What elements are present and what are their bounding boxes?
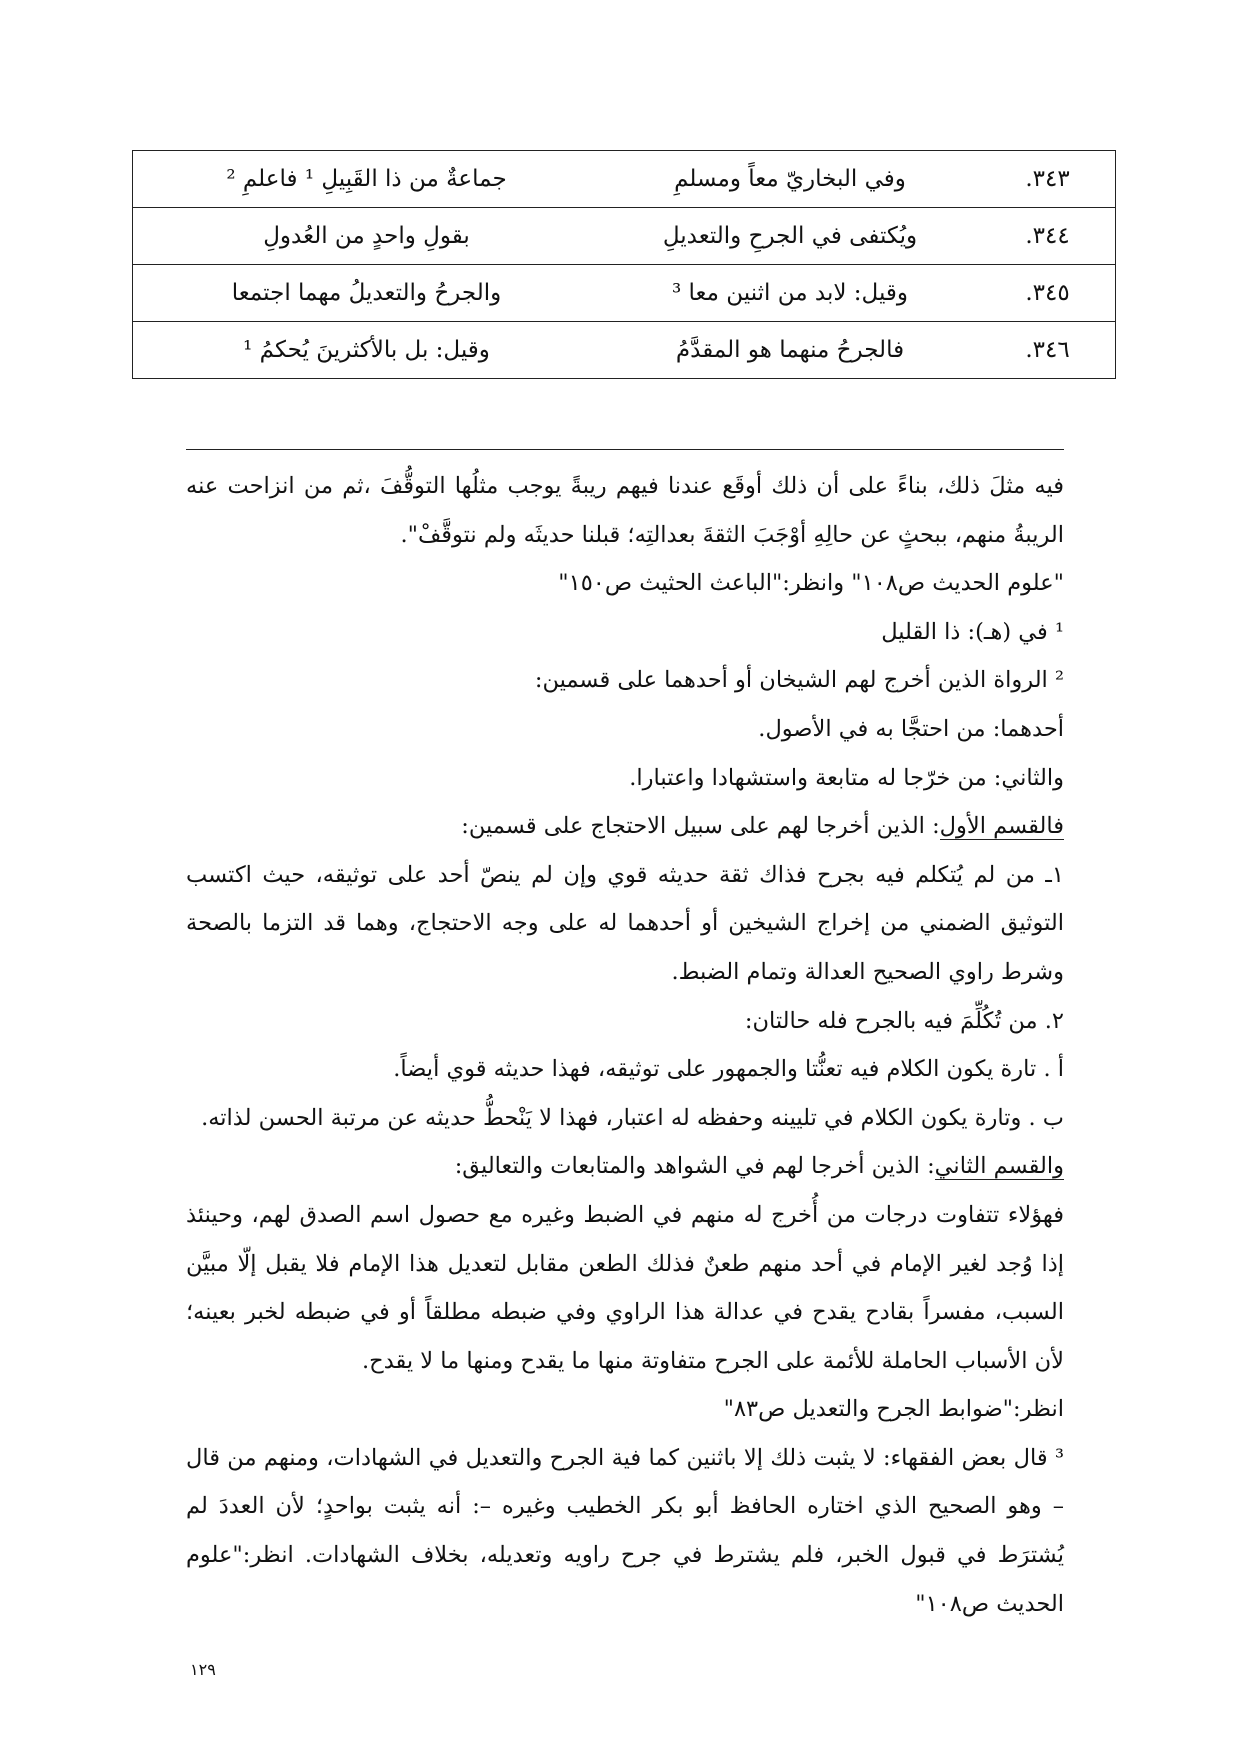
verse-first-hemistich: فالجرحُ منهما هو المقدَّمُ bbox=[600, 322, 980, 379]
footnote-paragraph bbox=[186, 802, 1064, 851]
verse-first-hemistich: ويُكتفى في الجرحِ والتعديلِ bbox=[600, 208, 980, 265]
footnote-separator bbox=[186, 449, 1064, 450]
verse-table bbox=[132, 150, 1116, 379]
footnote-paragraph: ب . وتارة يكون الكلام في تليينه وحفظه له اعتبار، فهذا لا يَنْحطُّ حديثه عن مرتبة الحسن لذاته. bbox=[201, 1104, 1064, 1131]
section-heading-rest: : الذين أخرجا لهم على سبيل الاحتجاج على قسمين: bbox=[461, 813, 940, 840]
footnote-paragraph: ١ـ من لم يُتكلم فيه بجرح فذاك ثقة حديثه قوي وإن لم ينصّ أحد على توثيقه، حيث اكتسب التوثيق الضمني من إخراج الشيخين أو أحدهما له على وجه الاحتجاج، وهما قد التزما بالصحة وشرط راوي الصحيح العدالة وتمام الضبط. bbox=[186, 861, 1064, 985]
footnote-1: ¹ في (هـ): ذا القليل bbox=[881, 618, 1064, 645]
verse-first-hemistich: وفي البخاريّ معاً ومسلمِ bbox=[600, 151, 980, 208]
footnote-paragraph bbox=[186, 1142, 1064, 1191]
verse-second-hemistich: وقيل: بل بالأكثرينَ يُحكمُ ¹ bbox=[133, 322, 601, 379]
footnote-paragraph: والثاني: من خرّجا له متابعة واستشهادا واعتبارا. bbox=[629, 764, 1064, 791]
verse-second-hemistich: جماعةٌ من ذا القَبِيلِ ¹ فاعلمِ ² bbox=[133, 151, 601, 208]
verse-number: ٣٤٦. bbox=[980, 322, 1116, 379]
verse-second-hemistich: والجرحُ والتعديلُ مهما اجتمعا bbox=[133, 265, 601, 322]
section-heading: والقسم الثاني bbox=[934, 1153, 1064, 1180]
footnotes bbox=[186, 462, 1064, 1628]
section-heading-rest: : الذين أخرجا لهم في الشواهد والمتابعات والتعاليق: bbox=[454, 1153, 935, 1180]
footnote-reference: انظر:"ضوابط الجرح والتعديل ص٨٣" bbox=[723, 1396, 1064, 1423]
footnote-2: ² الرواة الذين أخرج لهم الشيخان أو أحدهما على قسمين: bbox=[534, 667, 1064, 694]
table-row bbox=[133, 265, 1116, 322]
footnote-paragraph: أحدهما: من احتجَّا به في الأصول. bbox=[758, 715, 1064, 742]
verse-number: ٣٤٤. bbox=[980, 208, 1116, 265]
verse-first-hemistich: وقيل: لابد من اثنين معا ³ bbox=[600, 265, 980, 322]
footnote-reference: "علوم الحديث ص١٠٨" وانظر:"الباعث الحثيث ص١٥٠" bbox=[558, 570, 1064, 597]
footnote-paragraph: أ . تارة يكون الكلام فيه تعنُّتا والجمهور على توثيقه، فهذا حديثه قوي أيضاً. bbox=[393, 1056, 1064, 1083]
page-number: ١٢٩ bbox=[190, 1660, 216, 1679]
footnote-paragraph: فيه مثلَ ذلك، بناءً على أن ذلك أوقَع عندنا فيهم ريبةً يوجب مثلُها التوقُّفَ ،ثم من انزاحت عنه الريبةُ منهم، ببحثٍ عن حالِهِ أوْجَبَ الثقةَ بعدالتِه؛ قبلنا حديثَه ولم نتوقَّفْ". bbox=[186, 473, 1064, 548]
table-row bbox=[133, 151, 1116, 208]
section-heading: فالقسم الأول bbox=[939, 813, 1064, 840]
footnote-3: ³ قال بعض الفقهاء: لا يثبت ذلك إلا باثنين كما فية الجرح والتعديل في الشهادات، ومنهم من قال – وهو الصحيح الذي اختاره الحافظ أبو بكر الخطيب وغيره –: أنه يثبت بواحدٍ؛ لأن العددَ لم يُشترَط في قبول الخبر، فلم يشترط في جرح راويه وتعديله، بخلاف الشهادات. انظر:"علوم الحديث ص١٠٨" bbox=[186, 1444, 1064, 1617]
footnote-paragraph: فهؤلاء تتفاوت درجات من أُخرج له منهم في الضبط وغيره مع حصول اسم الصدق لهم، وحينئذ إذا وُجد لغير الإمام في أحد منهم طعنٌ فذلك الطعن مقابل لتعديل هذا الإمام فلا يقبل إلّا مبيَّن السبب، مفسراً بقادح يقدح في عدالة هذا الراوي وفي ضبطه مطلقاً أو في ضبطه لخبر بعينه؛ لأن الأسباب الحاملة للأئمة على الجرح متفاوتة منها ما يقدح ومنها ما لا يقدح. bbox=[186, 1201, 1064, 1374]
verse-second-hemistich: بقولِ واحدٍ من العُدولِ bbox=[133, 208, 601, 265]
table-row bbox=[133, 208, 1116, 265]
verse-number: ٣٤٥. bbox=[980, 265, 1116, 322]
footnote-paragraph: ٢. من تُكُلِّمَ فيه بالجرح فله حالتان: bbox=[744, 1007, 1064, 1034]
verse-number: ٣٤٣. bbox=[980, 151, 1116, 208]
table-row bbox=[133, 322, 1116, 379]
